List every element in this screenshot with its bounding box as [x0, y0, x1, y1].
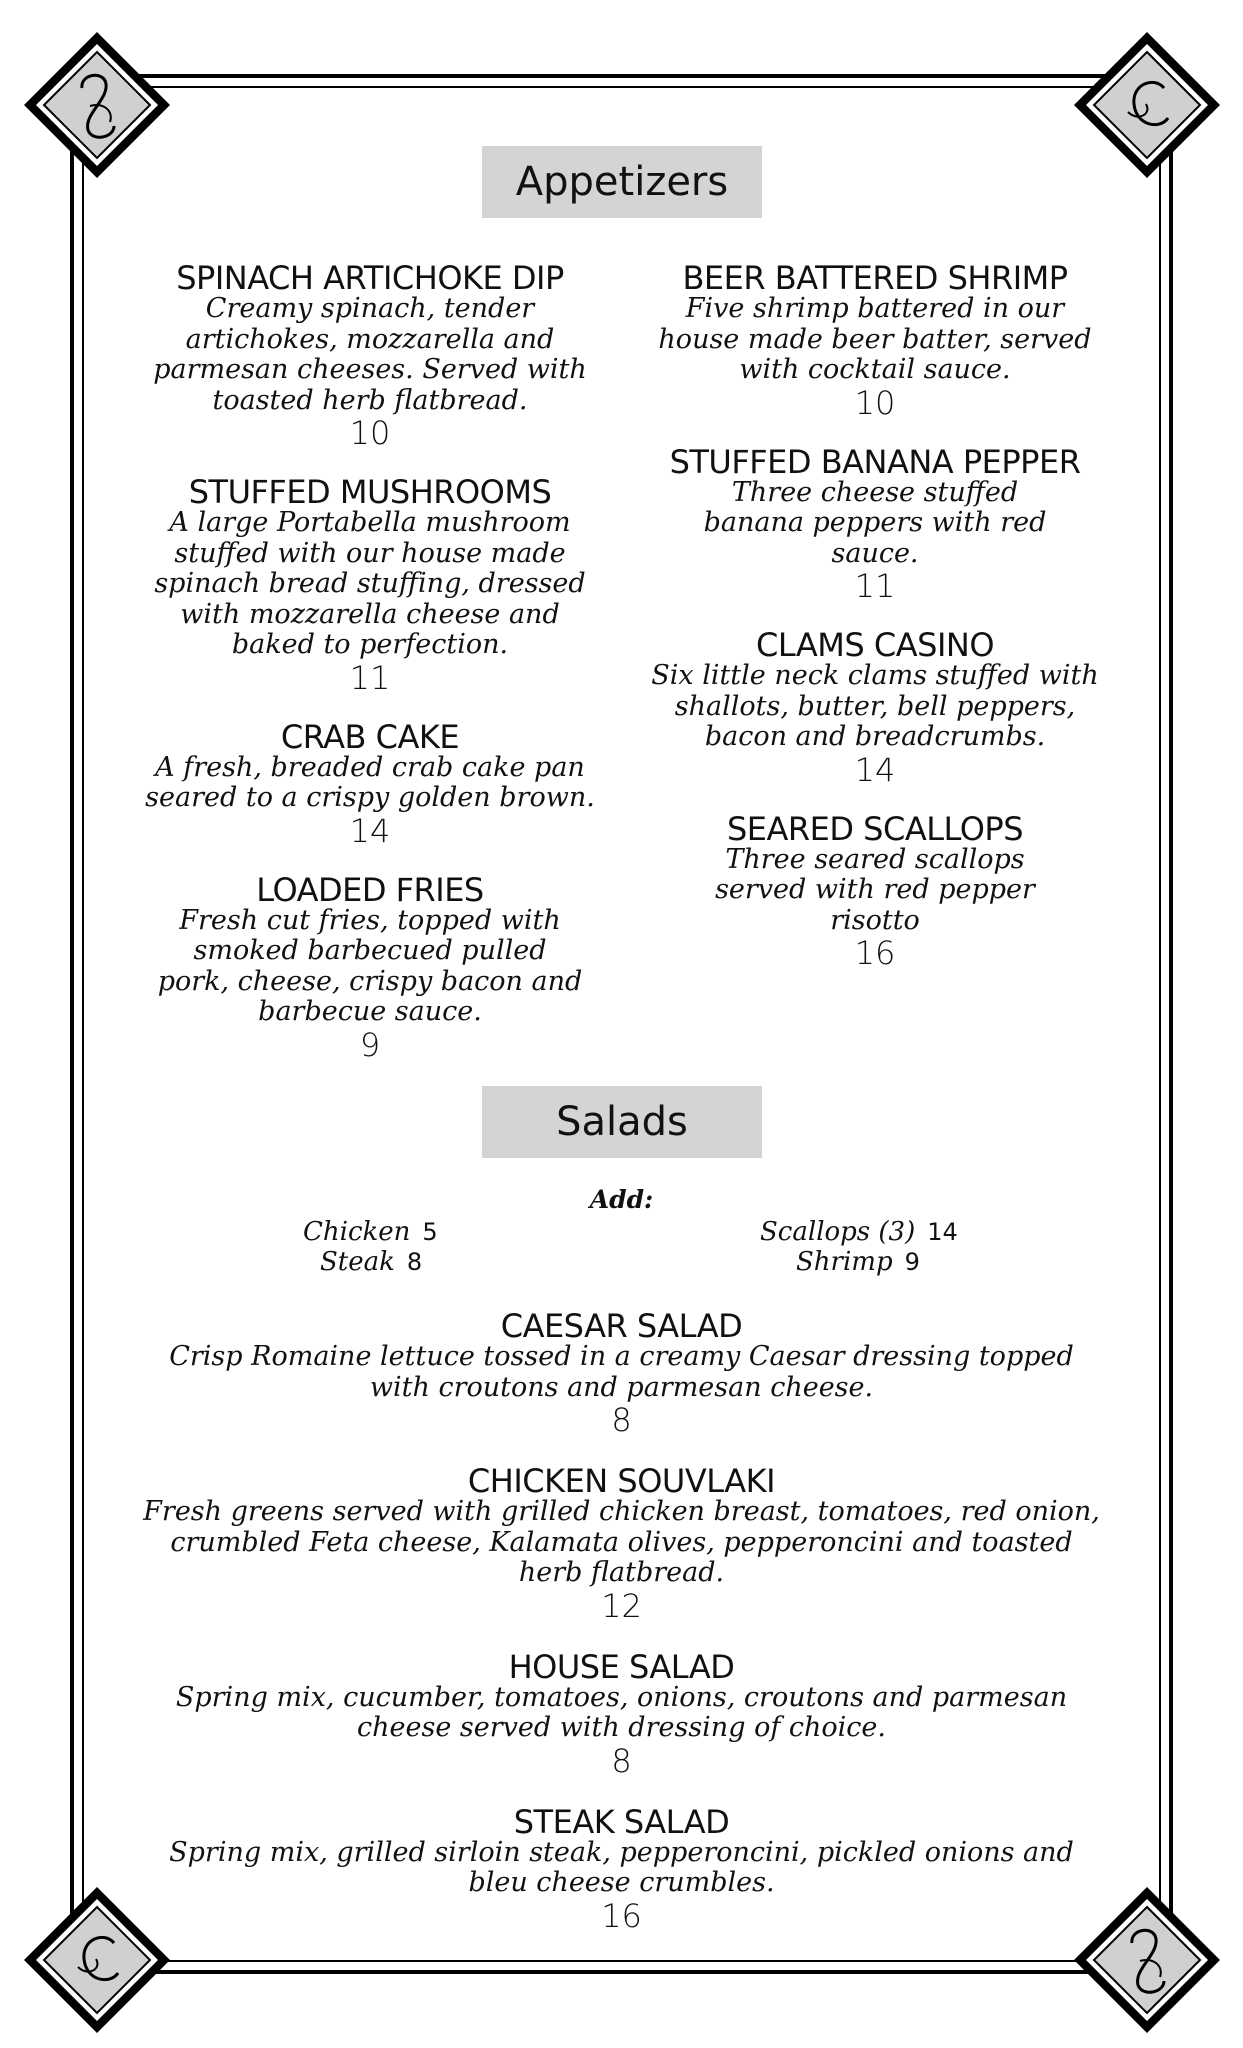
item-name: STUFFED MUSHROOMS — [188, 473, 552, 511]
item-price: 9 — [359, 1025, 381, 1064]
menu-item — [645, 626, 1105, 789]
item-description-line: crumbled Feta cheese, Kalamata olives, pepperoncini and toasted — [170, 1526, 1073, 1558]
menu-item — [140, 870, 600, 1064]
addon-name: Steak — [320, 1247, 395, 1277]
menu-item — [140, 1647, 1103, 1780]
addon-item — [796, 1247, 920, 1277]
item-description-line: Spring mix, cucumber, tomatoes, onions, croutons and parmesan — [175, 1681, 1068, 1713]
item-price: 8 — [611, 1741, 632, 1780]
item-description-line: Spring mix, grilled sirloin steak, pepperoncini, pickled onions and — [169, 1836, 1074, 1868]
item-name: LOADED FRIES — [256, 870, 484, 909]
menu-item — [140, 259, 600, 452]
item-price: 11 — [854, 567, 896, 605]
item-price: 10 — [349, 414, 391, 452]
item-price: 10 — [854, 383, 896, 422]
item-price: 14 — [854, 750, 896, 789]
item-description: A large Portabella mushroom stuffed with our house made spinach bread stuffing, dressed with mozzarella cheese and baked to perfection. — [154, 507, 586, 660]
item-name: SEARED SCALLOPS — [726, 809, 1024, 848]
item-name: CAESAR SALAD — [500, 1307, 743, 1345]
item-description: Three cheese stuffed banana peppers with red sauce. — [703, 476, 1047, 569]
menu-item — [140, 717, 600, 850]
appetizers-right-column — [645, 259, 1105, 972]
monogram-diamond-icon — [22, 30, 172, 180]
monogram-diamond-icon — [1072, 30, 1222, 180]
item-price: 11 — [349, 658, 391, 697]
item-price: 12 — [601, 1586, 642, 1625]
item-description: A fresh, breaded crab cake pan seared to a crispy golden brown. — [145, 751, 595, 813]
item-name: BEER BATTERED SHRIMP — [682, 259, 1068, 297]
item-description-line: Fresh greens served with grilled chicken breast, tomatoes, red onion, — [143, 1496, 1100, 1527]
salads-list — [140, 1307, 1103, 1935]
menu-item — [645, 442, 1105, 605]
item-price: 16 — [854, 934, 896, 972]
item-description-line: Crisp Romaine lettuce tossed in a creamy Caesar dressing topped — [169, 1341, 1074, 1372]
menu-item — [140, 473, 600, 697]
addon-name: Shrimp — [796, 1247, 893, 1277]
item-name: CRAB CAKE — [280, 717, 460, 756]
addon-item — [760, 1217, 958, 1247]
menu-item — [645, 809, 1105, 972]
addon-name: Chicken — [303, 1217, 411, 1247]
item-description-line: with croutons and parmesan cheese. — [369, 1371, 874, 1403]
menu-item — [140, 1802, 1103, 1935]
addon-name: Scallops (3) — [760, 1217, 916, 1247]
item-name: HOUSE SALAD — [508, 1647, 735, 1686]
item-name: SPINACH ARTICHOKE DIP — [176, 259, 564, 297]
menu-item — [140, 1307, 1103, 1439]
item-description: Five shrimp battered in our house made beer batter, served with cocktail sauce. — [658, 293, 1092, 385]
item-description: Fresh cut fries, topped with smoked barbecued pulled pork, cheese, crispy bacon and barbecue sauce. — [157, 904, 583, 1027]
appetizers-heading: Appetizers — [482, 146, 762, 218]
item-price: 14 — [349, 811, 391, 850]
item-description-line: bleu cheese crumbles. — [468, 1867, 775, 1898]
item-name: CLAMS CASINO — [756, 626, 994, 664]
appetizers-left-column — [140, 259, 600, 1064]
addon-item — [320, 1247, 422, 1277]
addon-price: 9 — [904, 1248, 920, 1276]
item-name: STUFFED BANANA PEPPER — [669, 442, 1081, 481]
addon-item — [303, 1217, 438, 1247]
item-description-line: cheese served with dressing of choice. — [357, 1712, 886, 1743]
addon-price: 14 — [927, 1218, 958, 1246]
menu-item — [140, 1462, 1103, 1625]
item-price: 8 — [611, 1401, 632, 1439]
addon-price: 5 — [422, 1218, 438, 1246]
menu-item — [645, 259, 1105, 422]
item-price: 16 — [601, 1896, 642, 1935]
item-description: Six little neck clams stuffed with shallots, butter, bell peppers, bacon and breadcrumbs. — [651, 660, 1099, 752]
item-description: Creamy spinach, tender artichokes, mozzarella and parmesan cheeses. Served with toasted herb flatbread. — [153, 293, 587, 416]
addon-price: 8 — [406, 1248, 423, 1276]
item-description: Three seared scallops served with red pepper risotto — [715, 843, 1035, 936]
addons-label: Add: — [589, 1185, 654, 1214]
salads-heading: Salads — [482, 1086, 762, 1158]
item-description-line: herb flatbread. — [518, 1557, 725, 1588]
item-name: STEAK SALAD — [513, 1802, 730, 1841]
item-name: CHICKEN SOUVLAKI — [467, 1462, 776, 1500]
